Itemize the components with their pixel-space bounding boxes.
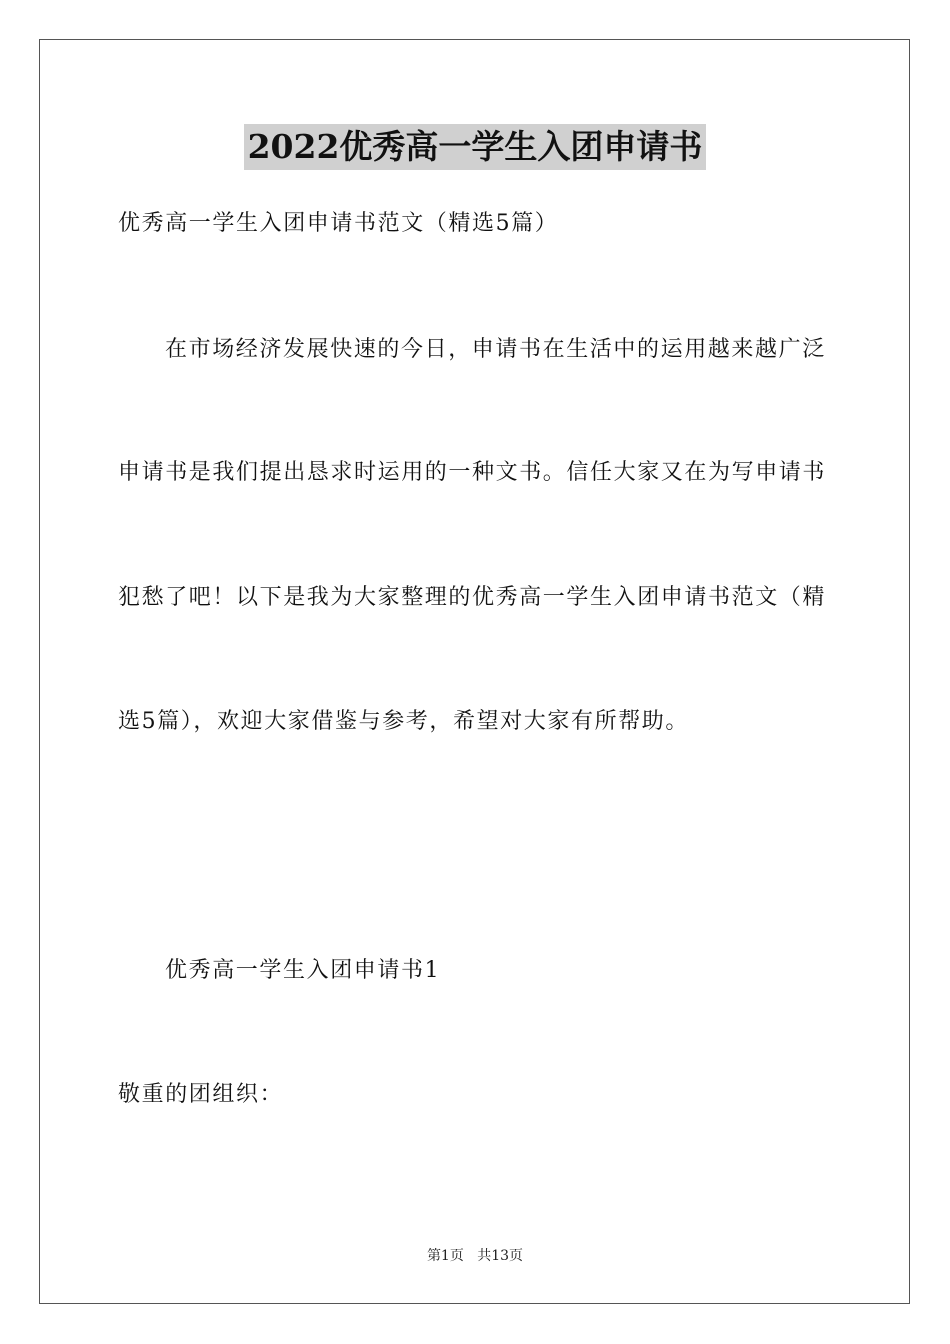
intro-line-4: 选5篇），欢迎大家借鉴与参考，希望对大家有所帮助。	[118, 709, 689, 734]
page-number: 第1页	[426, 1248, 464, 1264]
intro-line-3: 犯愁了吧！以下是我为大家整理的优秀高一学生入团申请书范文（精	[118, 585, 827, 610]
intro-line-2: 申请书是我们提出恳求时运用的一种文书。信任大家又在为写申请书	[118, 460, 827, 485]
intro-line-1: 在市场经济发展快速的今日，申请书在生活中的运用越来越广泛	[165, 337, 826, 362]
salutation: 敬重的团组织：	[118, 1082, 284, 1107]
title-container	[0, 124, 950, 170]
page-total: 共13页	[477, 1248, 524, 1264]
section-heading: 优秀高一学生入团申请书1	[165, 958, 441, 983]
document-subtitle: 优秀高一学生入团申请书范文（精选5篇）	[118, 211, 559, 236]
page-footer	[0, 1246, 950, 1266]
document-title: 2022优秀高一学生入团申请书	[244, 124, 707, 170]
